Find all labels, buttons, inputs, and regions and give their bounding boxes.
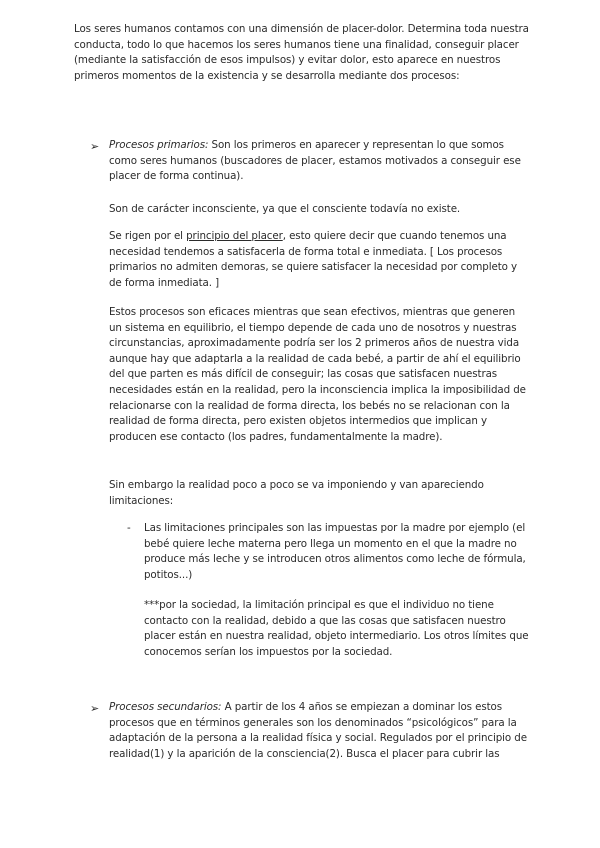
secundarios-text: A partir de los 4 años se empiezan a dominar los estos procesos que en términos generales son los denominados “psicológicos” para la adaptación de la persona a la realidad física y social. Regulados por el principio de realidad(1) y la aparición de la consciencia(2). Busca el placer para cubrir las (109, 701, 527, 760)
principio-paragraph (109, 229, 529, 291)
intro-paragraph: Los seres humanos contamos con una dimensión de placer-dolor. Determina toda nuestra conducta, todo lo que hacemos los seres humanos tiene una finalidad, conseguir placer (mediante la satisfacción de esos impulsos) y evitar dolor, esto aparece en nuestros primeros momentos de la existencia y se desarrolla mediante dos procesos: (74, 23, 529, 82)
inconsciente-paragraph: Son de carácter inconsciente, ya que el consciente todavía no existe. (109, 203, 461, 215)
primarios-title: Procesos primarios: (109, 139, 209, 151)
limitaciones-paragraph: Las limitaciones principales son las impuestas por la madre por ejemplo (el bebé quiere leche materna pero llega un momento en el que la madre no produce más leche y se introducen otros alimentos como leche de fórmula, potitos...) (144, 522, 526, 581)
arrow-bullet-icon-2: ➢ (90, 702, 100, 715)
sociedad-paragraph: ***por la sociedad, la limitación principal es que el individuo no tiene contacto con la realidad, debido a que las cosas que satisfacen nuestro placer están en nuestra realidad, objeto intermediario. Los otros límites que conocemos serían los impuestos por la sociedad. (144, 599, 529, 658)
secundarios-paragraph (109, 700, 529, 762)
dash-bullet-icon: - (127, 522, 131, 534)
eficaces-paragraph: Estos procesos son eficaces mientras que sean efectivos, mientras que generen un sistema en equilibrio, el tiempo depende de cada uno de nosotros y nuestras circunstancias, aproximadamente podría ser los 2 primeros años de nuestra vida aunque hay que adaptarla a la realidad de cada bebé, a partir de ahí el equilibrio del que parten es más difícil de conseguir; las cosas que satisfacen nuestras necesidades están en la realidad, pero la inconsciencia implica la imposibilidad de relacionarse con la realidad de forma directa, los bebés no se relacionan con la realidad de forma directa, pero existen objetos intermedios que implican y producen ese contacto (los padres, fundamentalmente la madre). (109, 306, 526, 443)
principio-link[interactable]: principio del placer (186, 230, 283, 242)
sin-embargo-paragraph: Sin embargo la realidad poco a poco se va imponiendo y van apareciendo limitaciones: (109, 479, 484, 507)
arrow-bullet-icon: ➢ (90, 140, 100, 153)
principio-pre: Se rigen por el (109, 230, 187, 242)
principio-post: , esto quiere decir que cuando tenemos una necesidad tendemos a satisfacerla de forma total e inmediata. [ Los procesos primarios no admiten demoras, se quiere satisfacer la necesidad por completo y de forma inmediata. ] (109, 230, 518, 289)
primarios-text: Son los primeros en aparecer y representan lo que somos como seres humanos (buscadores de placer, estamos motivados a conseguir ese placer de forma continua). (109, 139, 521, 183)
secundarios-title: Procesos secundarios: (109, 701, 222, 713)
primarios-paragraph (109, 138, 529, 185)
